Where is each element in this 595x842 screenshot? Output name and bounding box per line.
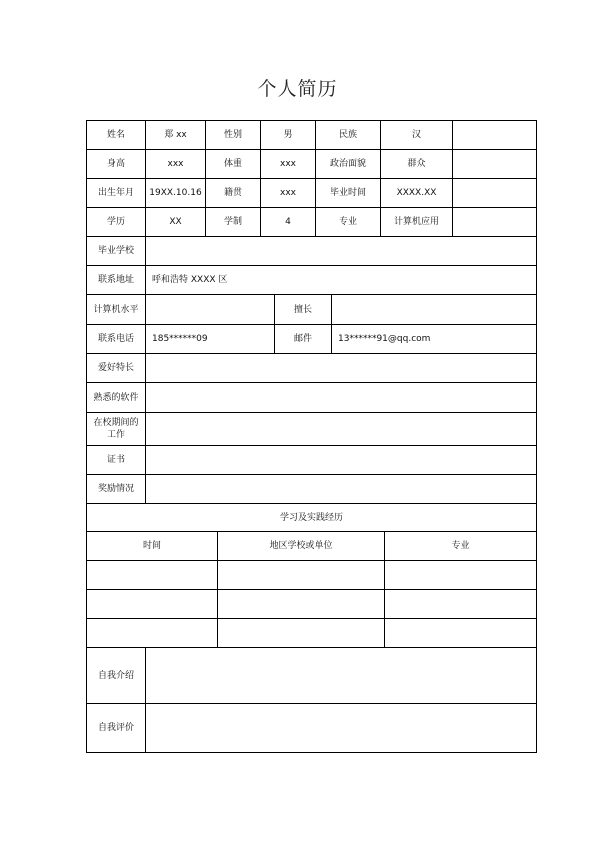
grad-time-label: 毕业时间 (315, 178, 381, 208)
certificate-label: 证书 (86, 445, 146, 475)
school-label: 毕业学校 (86, 236, 146, 266)
certificate-value[interactable] (145, 445, 537, 475)
strength-value[interactable] (331, 294, 537, 325)
photo-area-2 (452, 149, 537, 179)
computer-label: 计算机水平 (86, 294, 146, 325)
name-value[interactable]: 郑 xx (145, 120, 206, 150)
strength-label: 擅长 (274, 294, 332, 325)
experience-cell[interactable] (217, 618, 385, 648)
politics-value[interactable]: 群众 (380, 149, 453, 179)
education-value[interactable]: XX (145, 207, 206, 237)
computer-value[interactable] (145, 294, 275, 325)
experience-cell[interactable] (384, 560, 537, 590)
birth-value[interactable]: 19XX.10.16 (145, 178, 206, 208)
birth-label: 出生年月 (86, 178, 146, 208)
gender-value[interactable]: 男 (260, 120, 316, 150)
campus-work-label: 在校期间的工作 (86, 412, 146, 446)
awards-label: 奖励情况 (86, 474, 146, 504)
self-eval-label: 自我评价 (86, 703, 146, 753)
resume-form (86, 120, 537, 753)
ethnicity-label: 民族 (315, 120, 381, 150)
height-label: 身高 (86, 149, 146, 179)
phone-value[interactable]: 185******09 (145, 324, 275, 354)
self-eval-value[interactable] (145, 703, 537, 753)
phone-label: 联系电话 (86, 324, 146, 354)
major-label: 专业 (315, 207, 381, 237)
experience-header-major: 专业 (384, 531, 537, 561)
campus-work-value[interactable] (145, 412, 537, 446)
native-label: 籍贯 (205, 178, 261, 208)
duration-value[interactable]: 4 (260, 207, 316, 237)
weight-value[interactable]: xxx (260, 149, 316, 179)
experience-cell[interactable] (384, 618, 537, 648)
self-intro-label: 自我介绍 (86, 647, 146, 704)
experience-header-time: 时间 (86, 531, 218, 561)
experience-cell[interactable] (86, 618, 218, 648)
duration-label: 学制 (205, 207, 261, 237)
major-value[interactable]: 计算机应用 (380, 207, 453, 237)
awards-value[interactable] (145, 474, 537, 504)
experience-header-school: 地区学校或单位 (217, 531, 385, 561)
page-title: 个人简历 (257, 78, 338, 100)
photo-area-3 (452, 178, 537, 208)
gender-label: 性别 (205, 120, 261, 150)
experience-cell[interactable] (86, 589, 218, 619)
email-label: 邮件 (274, 324, 332, 354)
email-value[interactable]: 13******91@qq.com (331, 324, 537, 354)
experience-cell[interactable] (86, 560, 218, 590)
hobby-label: 爱好特长 (86, 353, 146, 383)
ethnicity-value[interactable]: 汉 (380, 120, 453, 150)
height-value[interactable]: xxx (145, 149, 206, 179)
grad-time-value[interactable]: XXXX.XX (380, 178, 453, 208)
hobby-value[interactable] (145, 353, 537, 383)
software-value[interactable] (145, 382, 537, 413)
experience-cell[interactable] (217, 560, 385, 590)
school-value[interactable] (145, 236, 537, 266)
photo-area (452, 120, 537, 150)
native-value[interactable]: xxx (260, 178, 316, 208)
education-label: 学历 (86, 207, 146, 237)
experience-cell[interactable] (384, 589, 537, 619)
photo-area-4 (452, 207, 537, 237)
address-value[interactable]: 呼和浩特 XXXX 区 (145, 265, 537, 295)
experience-cell[interactable] (217, 589, 385, 619)
address-label: 联系地址 (86, 265, 146, 295)
weight-label: 体重 (205, 149, 261, 179)
experience-section-title: 学习及实践经历 (86, 503, 537, 532)
politics-label: 政治面貌 (315, 149, 381, 179)
software-label: 熟悉的软件 (86, 382, 146, 413)
name-label: 姓名 (86, 120, 146, 150)
self-intro-value[interactable] (145, 647, 537, 704)
